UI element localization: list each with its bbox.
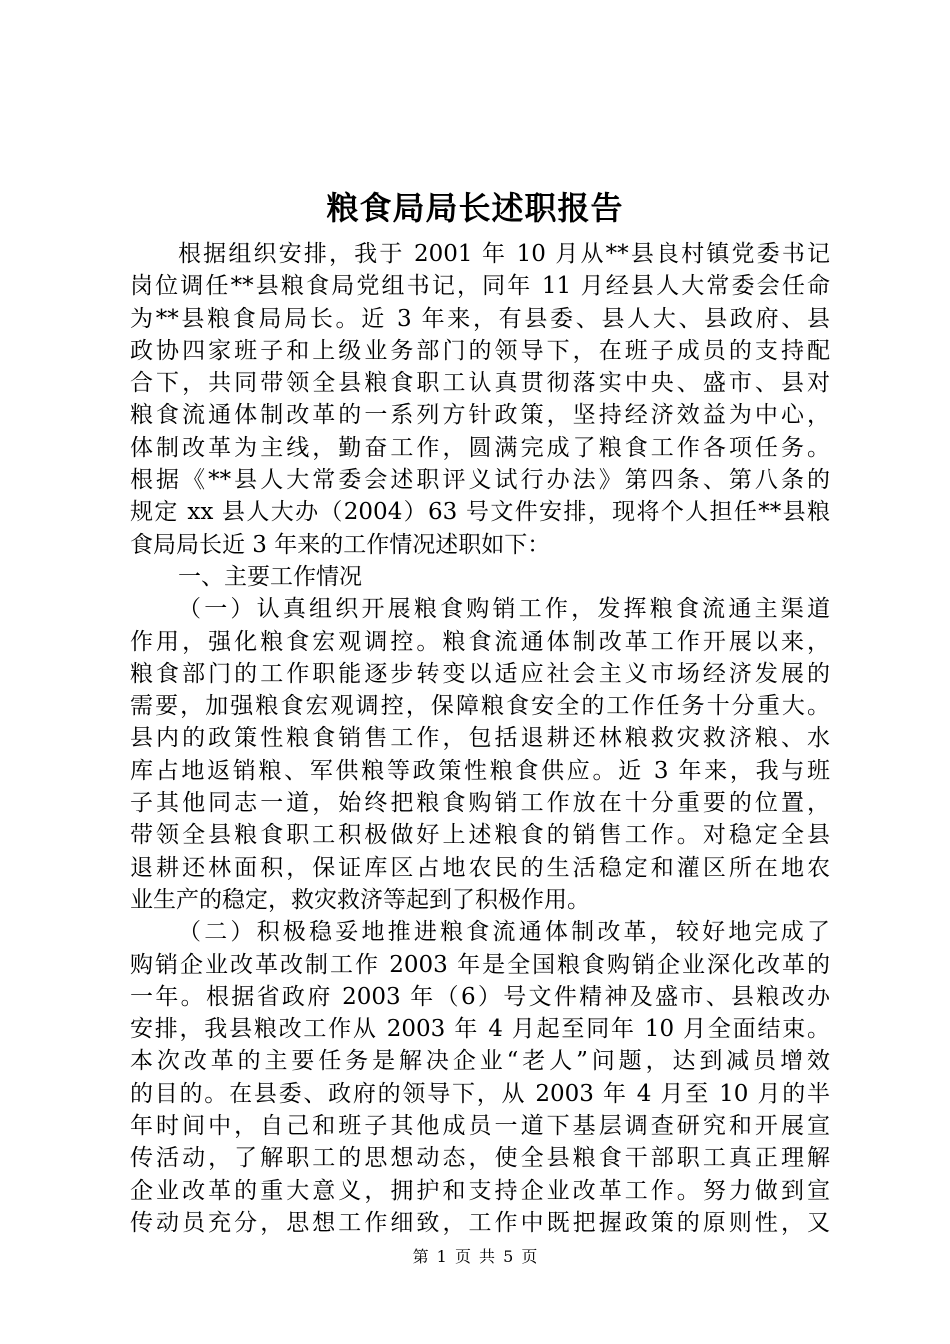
- paragraph-line: 岗位调任**县粮食局党组书记，同年 11 月经县人大常委会任命: [130, 273, 830, 300]
- paragraph-line: 一年。根据省政府 2003 年（6）号文件精神及盛市、县粮改办: [130, 983, 830, 1010]
- paragraph-line: （一）认真组织开展粮食购销工作，发挥粮食流通主渠道: [178, 596, 830, 623]
- paragraph-line: 合下，共同带领全县粮食职工认真贯彻落实中央、盛市、县对: [130, 370, 830, 397]
- paragraph-line: 规定 xx 县人大办（2004）63 号文件安排，现将个人担任**县粮: [130, 499, 830, 526]
- paragraph-line: 退耕还林面积，保证库区占地农民的生活稳定和灌区所在地农: [130, 854, 830, 881]
- paragraph-line: 业生产的稳定，救灾救济等起到了积极作用。: [130, 886, 590, 913]
- section-heading: 一、主要工作情况: [178, 563, 362, 590]
- paragraph-line: 政协四家班子和上级业务部门的领导下，在班子成员的支持配: [130, 337, 830, 364]
- document-body: [130, 238, 830, 1239]
- document-title: 粮食局局长述职报告: [326, 189, 624, 227]
- paragraph-line: 根据《**县人大常委会述职评义试行办法》第四条、第八条的: [130, 467, 830, 494]
- paragraph-line: 需要，加强粮食宏观调控，保障粮食安全的工作任务十分重大。: [130, 693, 830, 720]
- paragraph-line: 体制改革为主线，勤奋工作，圆满完成了粮食工作各项任务。: [130, 434, 830, 461]
- paragraph-line: 安排，我县粮改工作从 2003 年 4 月起至同年 10 月全面结束。: [130, 1016, 830, 1043]
- paragraph-line: 作用，强化粮食宏观调控。粮食流通体制改革工作开展以来，: [130, 628, 830, 655]
- paragraph-line: 的目的。在县委、政府的领导下，从 2003 年 4 月至 10 月的半: [130, 1080, 830, 1107]
- paragraph-line: 本次改革的主要任务是解决企业“老人”问题，达到减员增效: [130, 1048, 830, 1075]
- paragraph-line: 带领全县粮食职工积极做好上述粮食的销售工作。对稳定全县: [130, 822, 830, 849]
- paragraph-line: 粮食部门的工作职能逐步转变以适应社会主义市场经济发展的: [130, 660, 830, 687]
- page-number-footer: 第 1 页 共 5 页: [412, 1247, 538, 1266]
- paragraph-line: 传动员充分，思想工作细致，工作中既把握政策的原则性，又: [130, 1209, 830, 1236]
- paragraph-line: （二）积极稳妥地推进粮食流通体制改革，较好地完成了: [178, 919, 830, 946]
- paragraph-line: 年时间中，自己和班子其他成员一道下基层调查研究和开展宣: [130, 1113, 830, 1140]
- paragraph-line: 根据组织安排，我于 2001 年 10 月从**县良村镇党委书记: [178, 241, 830, 267]
- paragraph-line: 粮食流通体制改革的一系列方针政策，坚持经济效益为中心，: [130, 402, 830, 429]
- paragraph-line: 购销企业改革改制工作 2003 年是全国粮食购销企业深化改革的: [130, 951, 830, 978]
- paragraph-line: 子其他同志一道，始终把粮食购销工作放在十分重要的位置，: [130, 790, 830, 817]
- paragraph-line: 食局局长近 3 年来的工作情况述职如下：: [130, 531, 551, 558]
- paragraph-line: 企业改革的重大意义，拥护和支持企业改革工作。努力做到宣: [130, 1177, 830, 1204]
- paragraph-line: 传活动，了解职工的思想动态，使全县粮食干部职工真正理解: [130, 1145, 830, 1172]
- paragraph-line: 为**县粮食局局长。近 3 年来，有县委、县人大、县政府、县: [130, 305, 830, 332]
- paragraph-line: 县内的政策性粮食销售工作，包括退耕还林粮救灾救济粮、水: [130, 725, 830, 752]
- paragraph-line: 库占地返销粮、军供粮等政策性粮食供应。近 3 年来，我与班: [130, 757, 830, 784]
